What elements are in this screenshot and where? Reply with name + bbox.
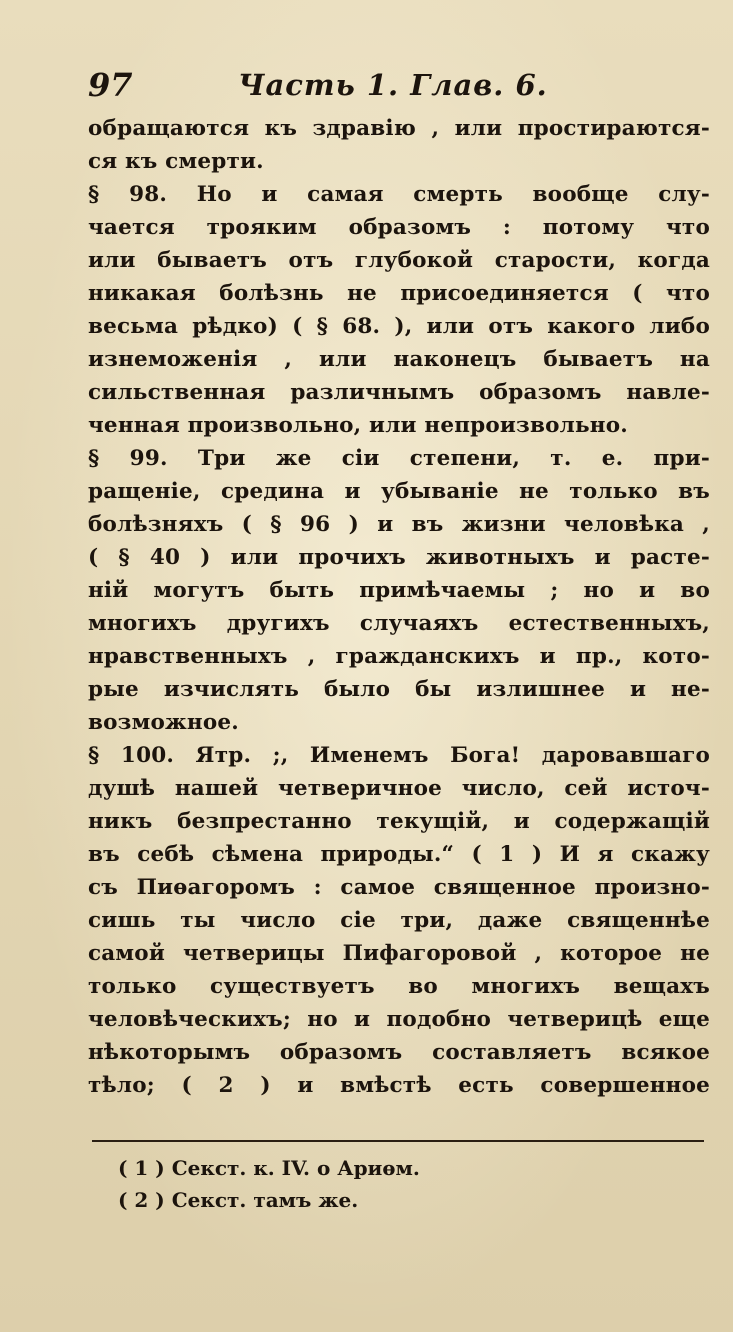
text-line: изнеможенія , или наконецъ бываетъ на [88,347,710,372]
text-line: самой четверицы Пифагоровой , которое не [88,941,710,966]
text-line: въ себѣ сѣмена природы.“ ( 1 ) И я скажу [88,842,710,867]
text-line: болѣзняхъ ( § 96 ) и въ жизни человѣка , [88,512,710,537]
text-line: многихъ другихъ случаяхъ естественныхъ, [88,611,710,636]
text-line: сишь ты число сіе три, даже священнѣе [88,908,710,933]
text-line: чается трояким образомъ : потому что [88,215,710,240]
footnotes [118,1152,618,1216]
text-line: ращеніе, средина и убываніе не только въ [88,479,710,504]
text-line: или бываетъ отъ глубокой старости, когда [88,248,710,273]
text-line: только существуетъ во многихъ вещахъ [88,974,710,999]
text-line: ченная произвольно, или непроизвольно. [88,413,628,438]
text-line: душѣ нашей четверичное число, сей источ- [88,776,710,801]
text-line: никъ безпрестанно текущій, и содержащій [88,809,710,834]
text-line: § 100. Ятр. ;, Именемъ Бога! даровавшаго [88,743,710,768]
text-line: обращаются къ здравію , или простираются- [88,116,710,141]
running-head: Часть 1. Глав. 6. [238,68,548,102]
text-line: § 98. Но и самая смерть вообще слу- [88,182,710,207]
text-line: ній могутъ быть примѣчаемы ; но и во [88,578,710,603]
text-line: человѣческихъ; но и подобно четверицѣ еще [88,1007,710,1032]
text-line: ся къ смерти. [88,149,264,174]
footnote-2: ( 2 ) Секст. тамъ же. [118,1188,359,1212]
footnote-rule [92,1140,704,1142]
text-line: ( § 40 ) или прочихъ животныхъ и расте- [88,545,710,570]
text-line: возможное. [88,710,239,735]
text-line: рые изчислять было бы излишнее и не- [88,677,710,702]
body-text [88,112,710,1102]
text-line: сильственная различнымъ образомъ навле- [88,380,710,405]
footnote-1: ( 1 ) Секст. к. IV. о Ариѳм. [118,1156,420,1180]
text-line: нравственныхъ , гражданскихъ и пр., кото- [88,644,710,669]
text-line: тѣло; ( 2 ) и вмѣстѣ есть совершенное [88,1073,710,1098]
text-line: § 99. Три же сіи степени, т. е. при- [88,446,710,471]
page-header [88,66,648,106]
page-number: 97 [88,66,133,104]
text-line: съ Пиѳагоромъ : самое священное произно- [88,875,710,900]
text-line: весьма рѣдко) ( § 68. ), или отъ какого либо [88,314,710,339]
text-line: нѣкоторымъ образомъ составляетъ всякое [88,1040,710,1065]
text-line: никакая болѣзнь не присоединяется ( что [88,281,710,306]
